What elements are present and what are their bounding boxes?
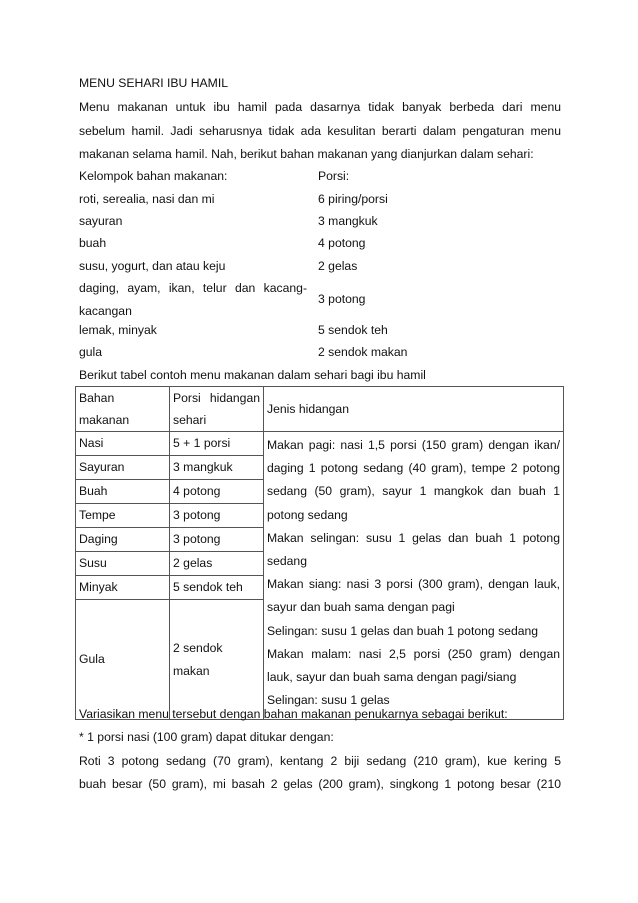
after-line-2: * 1 porsi nasi (100 gram) dapat ditukar dengan: (79, 730, 334, 744)
header-porsi: Porsi hidangan sehari (170, 387, 264, 432)
cell-porsi: 3 potong (170, 528, 264, 552)
menu-table (75, 386, 564, 720)
cell-bahan: Susu (76, 552, 170, 576)
intro-line-2: sebelum hamil. Jadi seharusnya tidak ada kesulitan berarti dalam pengaturan menu (79, 124, 561, 138)
group-name: susu, yogurt, dan atau keju (79, 259, 226, 273)
group-header-portion: Porsi: (318, 169, 350, 183)
cell-porsi: 3 mangkuk (170, 456, 264, 480)
cell-porsi: 5 + 1 porsi (170, 432, 264, 456)
cell-bahan: Buah (76, 480, 170, 504)
page-title: MENU SEHARI IBU HAMIL (79, 76, 228, 90)
group-name-line-1: daging, ayam, ikan, telur dan kacang- (79, 281, 307, 295)
group-name: gula (79, 345, 103, 359)
group-header (79, 169, 561, 185)
group-header-name: Kelompok bahan makanan: (79, 169, 228, 183)
header-bahan: Bahan makanan (76, 387, 170, 432)
cell-bahan: Sayuran (76, 456, 170, 480)
table-caption: Berikut tabel contoh menu makanan dalam sehari bagi ibu hamil (79, 368, 426, 382)
cell-porsi: 3 potong (170, 504, 264, 528)
table-row (76, 432, 564, 456)
cell-bahan: Daging (76, 528, 170, 552)
cell-bahan: Tempe (76, 504, 170, 528)
cell-jenis-hidangan: Makan pagi: nasi 1,5 porsi (150 gram) dengan ikan/ daging 1 potong sedang (40 gram), tempe 2 potong sedang (50 gram), sayur 1 mangkok dan buah 1 potong sedang Makan selingan: susu 1 gelas dan buah 1 potong sedang Makan siang: nasi 3 porsi (300 gram), dengan lauk, sayur dan buah sama dengan pagi Selingan: susu 1 gelas dan buah 1 potong sedang Makan malam: nasi 2,5 porsi (250 gram) dengan lauk, sayur dan buah sama dengan pagi/siang Selingan: susu 1 gelas (264, 432, 564, 720)
group-name: roti, serealia, nasi dan mi (79, 192, 215, 206)
group-name: sayuran (79, 214, 123, 228)
group-name: lemak, minyak (79, 323, 157, 337)
cell-porsi: 2 gelas (170, 552, 264, 576)
header-jenis: Jenis hidangan (264, 387, 564, 432)
table-header-row (76, 387, 564, 432)
group-portion: 5 sendok teh (318, 323, 388, 337)
group-portion: 2 sendok makan (318, 345, 408, 359)
cell-porsi: 2 sendok makan (170, 600, 264, 720)
cell-bahan: Minyak (76, 576, 170, 600)
group-portion: 2 gelas (318, 259, 358, 273)
group-portion: 4 potong (318, 236, 366, 250)
cell-porsi: 5 sendok teh (170, 576, 264, 600)
group-name: buah (79, 236, 107, 250)
group-portion: 3 potong (318, 292, 366, 306)
group-name-line-2: kacangan (79, 304, 132, 318)
after-line-4: buah besar (50 gram), mi basah 2 gelas (200 gram), singkong 1 potong besar (210 (79, 777, 561, 791)
cell-bahan: Nasi (76, 432, 170, 456)
cell-porsi: 4 potong (170, 480, 264, 504)
after-line-1: Variasikan menu tersebut dengan bahan makanan penukarnya sebagai berikut: (79, 707, 508, 721)
intro-line-1: Menu makanan untuk ibu hamil pada dasarnya tidak banyak berbeda dari menu (79, 100, 561, 114)
after-line-3: Roti 3 potong sedang (70 gram), kentang 2 biji sedang (210 gram), kue kering 5 (79, 754, 561, 768)
group-portion: 6 piring/porsi (318, 192, 388, 206)
cell-bahan: Gula (76, 600, 170, 720)
intro-line-3: makanan selama hamil. Nah, berikut bahan makanan yang dianjurkan dalam sehari: (79, 147, 534, 161)
group-portion: 3 mangkuk (318, 214, 378, 228)
